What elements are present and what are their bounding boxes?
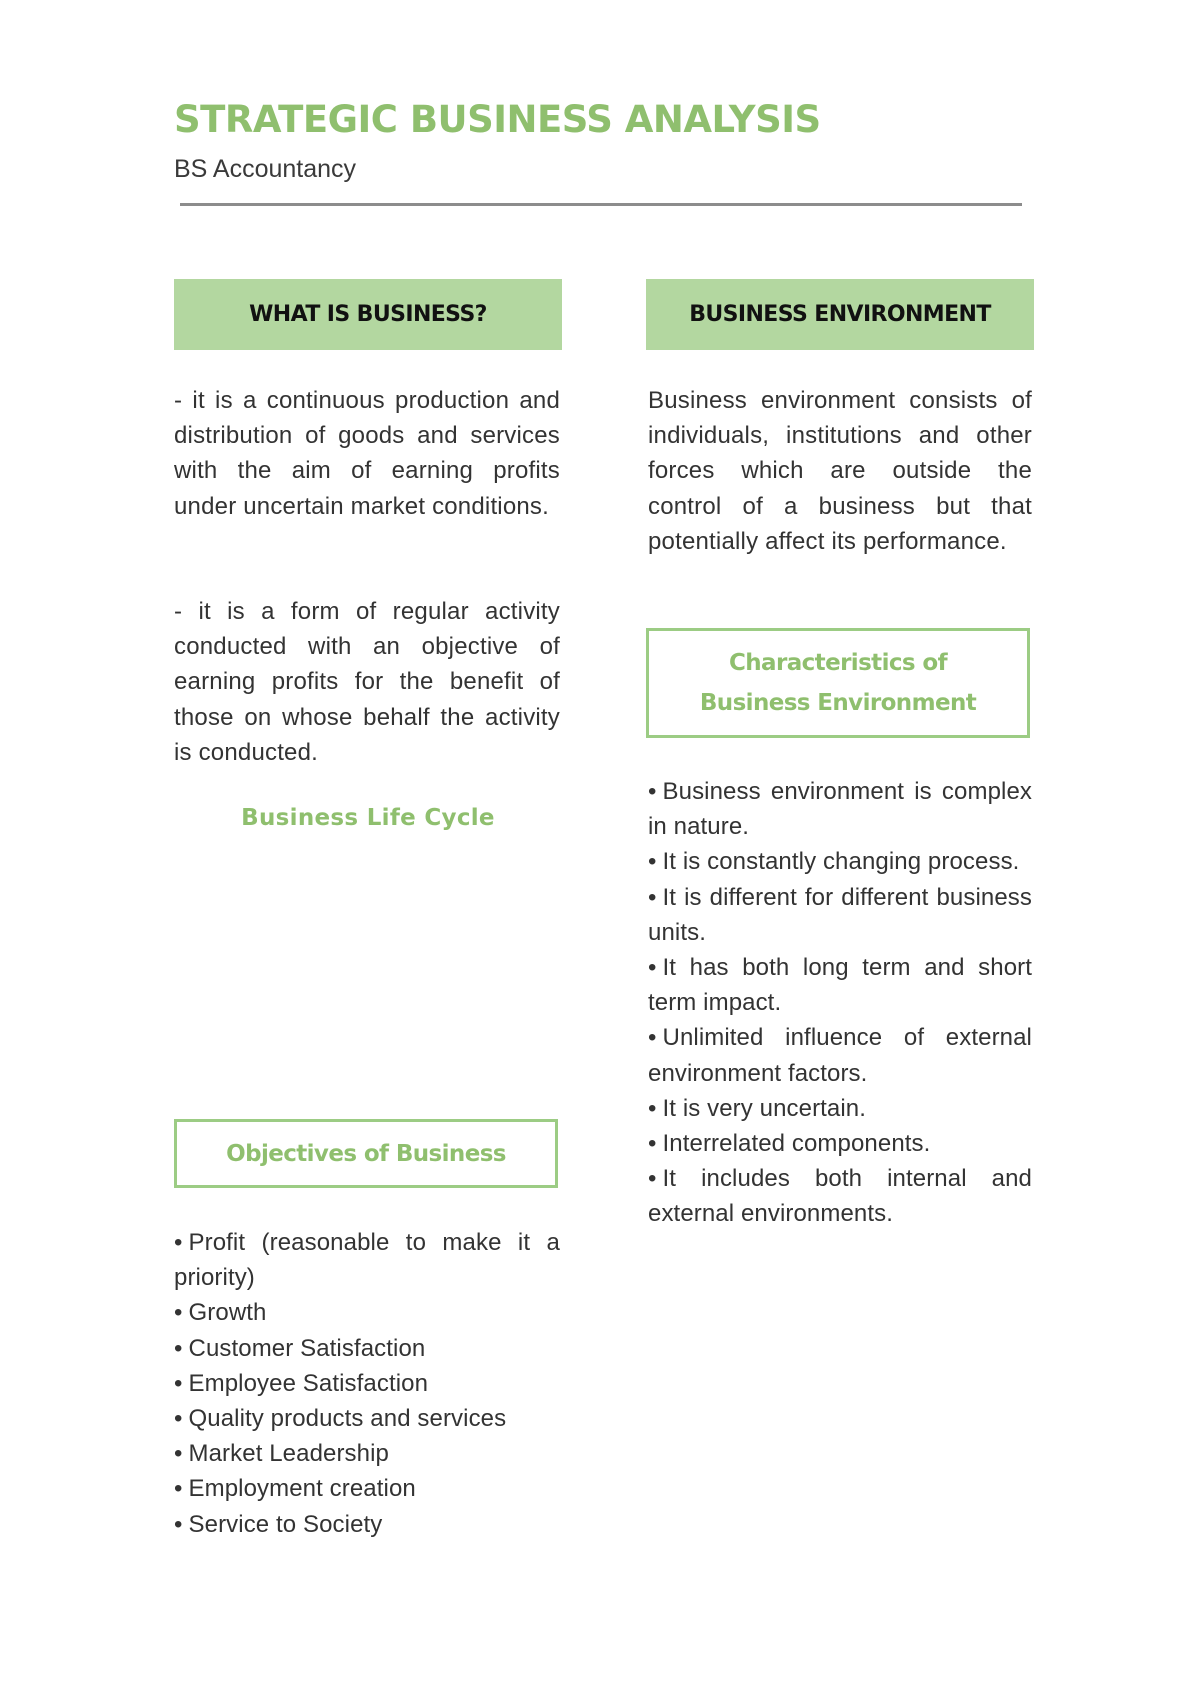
objectives-list xyxy=(174,1225,560,1542)
what-is-business-heading: WHAT IS BUSINESS? xyxy=(174,279,562,350)
business-definition-1: - it is a continuous production and distribution of goods and services with the aim of earning profits under uncertain market conditions. xyxy=(174,387,560,520)
list-item: • It is constantly changing process. xyxy=(648,848,1020,876)
list-item: • Unlimited influence of external environment factors. xyxy=(648,1024,1032,1087)
list-item: • Employment creation xyxy=(174,1475,416,1503)
document-title: STRATEGIC BUSINESS ANALYSIS xyxy=(174,98,821,141)
list-item: • It is different for different business units. xyxy=(648,883,1032,946)
list-item: • Interrelated components. xyxy=(648,1130,931,1158)
business-environment-definition: Business environment consists of individuals, institutions and other forces which are outside the control of a business but that potentially affect its performance. xyxy=(648,387,1032,555)
document-subtitle: BS Accountancy xyxy=(174,155,357,183)
list-item: • Employee Satisfaction xyxy=(174,1369,429,1397)
list-item: • It has both long term and short term impact. xyxy=(648,954,1032,1017)
characteristics-list xyxy=(648,774,1032,1232)
list-item: • Quality products and services xyxy=(174,1405,507,1433)
list-item: • It includes both internal and external environments. xyxy=(648,1165,1032,1228)
header-divider xyxy=(180,203,1022,206)
business-definition-2: - it is a form of regular activity conducted with an objective of earning profits for the benefit of those on whose behalf the activity is conducted. xyxy=(174,598,560,766)
objectives-heading: Objectives of Business xyxy=(174,1119,558,1188)
list-item: • Service to Society xyxy=(174,1510,383,1538)
characteristics-heading: Characteristics of Business Environment xyxy=(646,628,1030,738)
list-item: • Market Leadership xyxy=(174,1440,389,1468)
business-environment-heading: BUSINESS ENVIRONMENT xyxy=(646,279,1034,350)
list-item: • Business environment is complex in nature. xyxy=(648,778,1032,841)
list-item: • Customer Satisfaction xyxy=(174,1334,426,1362)
list-item: • Growth xyxy=(174,1299,267,1327)
list-item: • It is very uncertain. xyxy=(648,1094,867,1122)
list-item: • Profit (reasonable to make it a priority) xyxy=(174,1229,560,1292)
business-life-cycle-heading: Business Life Cycle xyxy=(241,805,495,831)
